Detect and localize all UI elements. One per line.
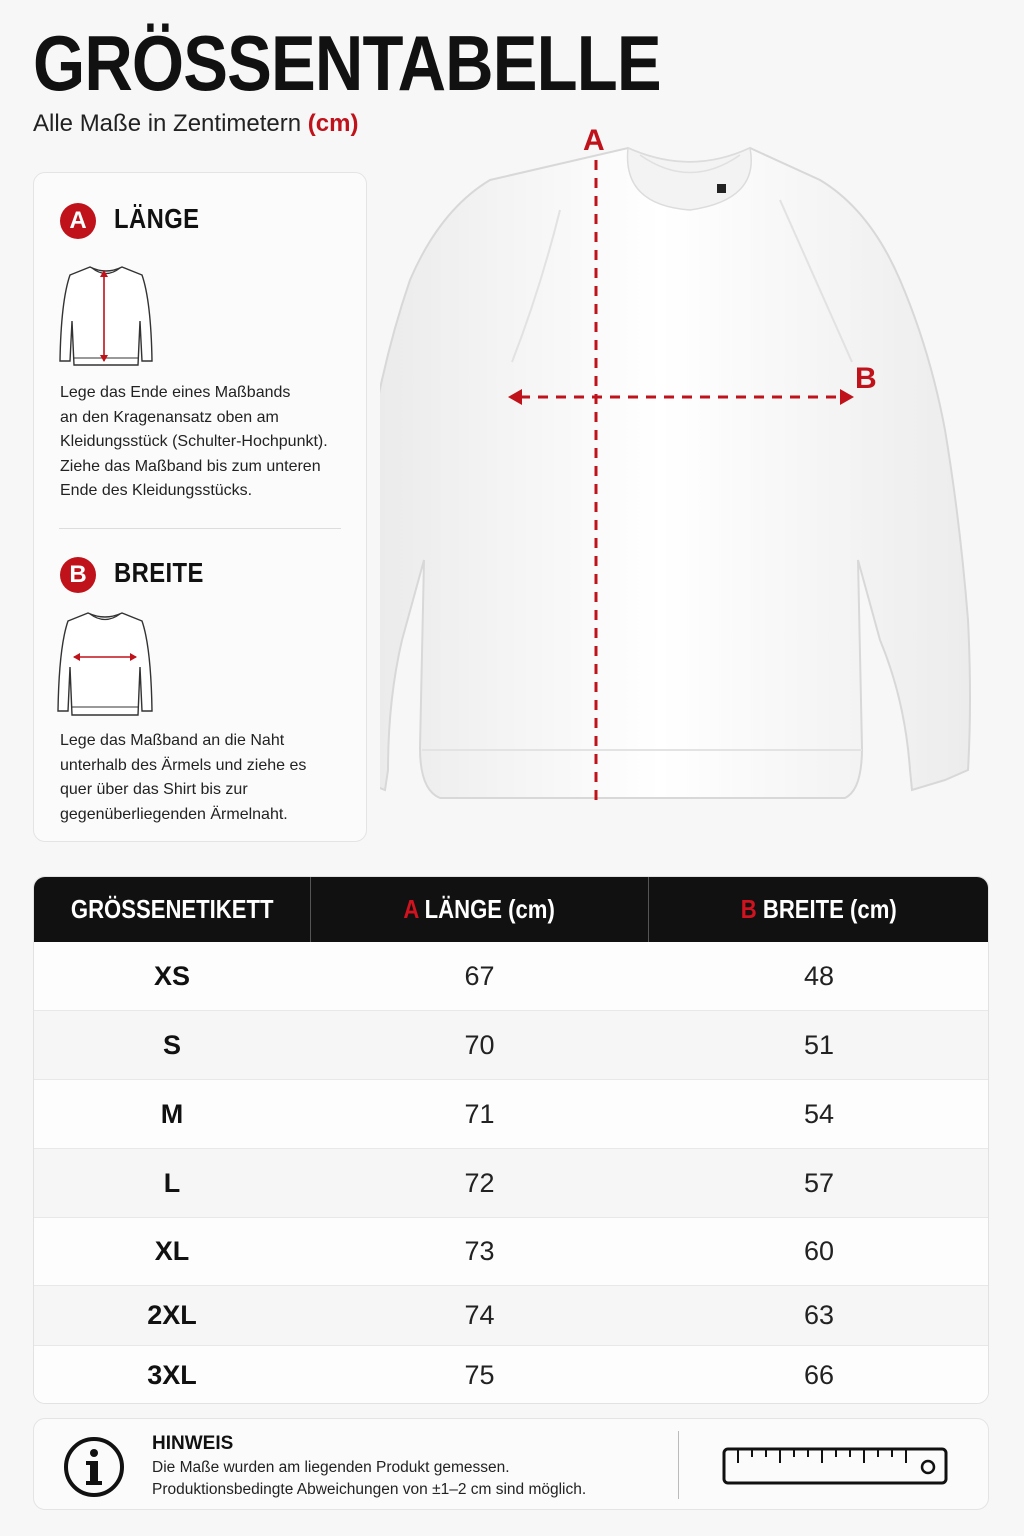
- width-instructions: [60, 729, 306, 827]
- cell-length: 73: [464, 1236, 495, 1266]
- header-width: [649, 877, 989, 942]
- width-line: Lege das Maßband an die Naht: [60, 732, 285, 749]
- header-width-label: BREITE (cm): [763, 894, 897, 924]
- cell-width: 54: [803, 1098, 835, 1129]
- cell-width: 51: [803, 1029, 835, 1060]
- heading-width: BREITE: [114, 557, 204, 588]
- cell-size: XS: [153, 960, 191, 991]
- cell-size: 2XL: [147, 1300, 197, 1330]
- table-row: [34, 1286, 988, 1346]
- note-text: [152, 1457, 586, 1501]
- cell-width: 57: [803, 1167, 835, 1198]
- cell-width: 60: [803, 1236, 835, 1266]
- guide-divider: [59, 528, 341, 529]
- subtitle-unit: (cm): [307, 110, 359, 137]
- subtitle-text: Alle Maße in Zentimetern: [33, 110, 302, 137]
- table-row: [34, 1080, 988, 1149]
- cell-size: S: [162, 1029, 181, 1060]
- badge-b: B: [60, 557, 96, 593]
- table-row: [34, 1149, 988, 1218]
- badge-a: A: [60, 203, 96, 239]
- cell-size: 3XL: [147, 1359, 197, 1390]
- header-length: [311, 877, 648, 942]
- cell-width: 63: [803, 1300, 835, 1330]
- header-size: [34, 877, 310, 942]
- table-row: [34, 1346, 988, 1404]
- cell-size: L: [163, 1167, 181, 1198]
- width-sweater-icon: [54, 607, 156, 721]
- length-line: Lege das Ende eines Maßbands: [60, 384, 291, 401]
- length-line: Ende des Kleidungsstücks.: [60, 482, 253, 499]
- note-title: HINWEIS: [152, 1433, 234, 1454]
- marker-a: A: [583, 124, 605, 157]
- width-line: gegenüberliegenden Ärmelnaht.: [60, 805, 288, 823]
- measurement-guide-card: [33, 172, 367, 842]
- length-line: Ziehe das Maßband bis zum unteren: [60, 457, 321, 475]
- heading-length: LÄNGE: [114, 203, 200, 234]
- width-line: unterhalb des Ärmels und ziehe es: [60, 756, 307, 774]
- header-length-letter: A: [403, 894, 419, 924]
- length-line: Kleidungsstück (Schulter-Hochpunkt).: [60, 433, 328, 450]
- note-line: Produktionsbedingte Abweichungen von ±1–2 cm sind möglich.: [152, 1481, 587, 1498]
- cell-width: 66: [803, 1359, 835, 1390]
- note-line: Die Maße wurden am liegenden Produkt gemessen.: [152, 1459, 510, 1476]
- cell-length: 67: [464, 960, 495, 991]
- header-width-letter: B: [741, 894, 757, 924]
- cell-size: XL: [154, 1236, 190, 1266]
- page-title: GRÖSSENTABELLE: [33, 19, 661, 107]
- marker-b: B: [855, 362, 877, 395]
- size-table: [33, 876, 989, 1404]
- cell-length: 71: [464, 1098, 495, 1129]
- table-header: [34, 877, 988, 942]
- cell-width: 48: [803, 960, 835, 991]
- ruler-icon: [722, 1447, 948, 1485]
- cell-size: M: [160, 1098, 184, 1129]
- note-divider: [678, 1431, 679, 1499]
- length-sweater-icon: [56, 261, 156, 373]
- table-row: [34, 1218, 988, 1286]
- note-box: [33, 1418, 989, 1510]
- table-row: [34, 1011, 988, 1080]
- width-line: quer über das Shirt bis zur: [60, 781, 248, 798]
- cell-length: 70: [464, 1029, 495, 1060]
- page-subtitle: [33, 110, 358, 138]
- header-size-label: GRÖSSENETIKETT: [70, 894, 274, 924]
- length-instructions: [60, 381, 328, 504]
- info-icon: [62, 1435, 126, 1499]
- header-length-label: LÄNGE (cm): [425, 894, 556, 924]
- cell-length: 75: [464, 1359, 495, 1390]
- cell-length: 74: [464, 1300, 495, 1330]
- table-row: [34, 942, 988, 1011]
- sweater-product-image: [380, 120, 980, 820]
- cell-length: 72: [464, 1167, 495, 1198]
- length-line: an den Kragenansatz oben am: [60, 408, 279, 426]
